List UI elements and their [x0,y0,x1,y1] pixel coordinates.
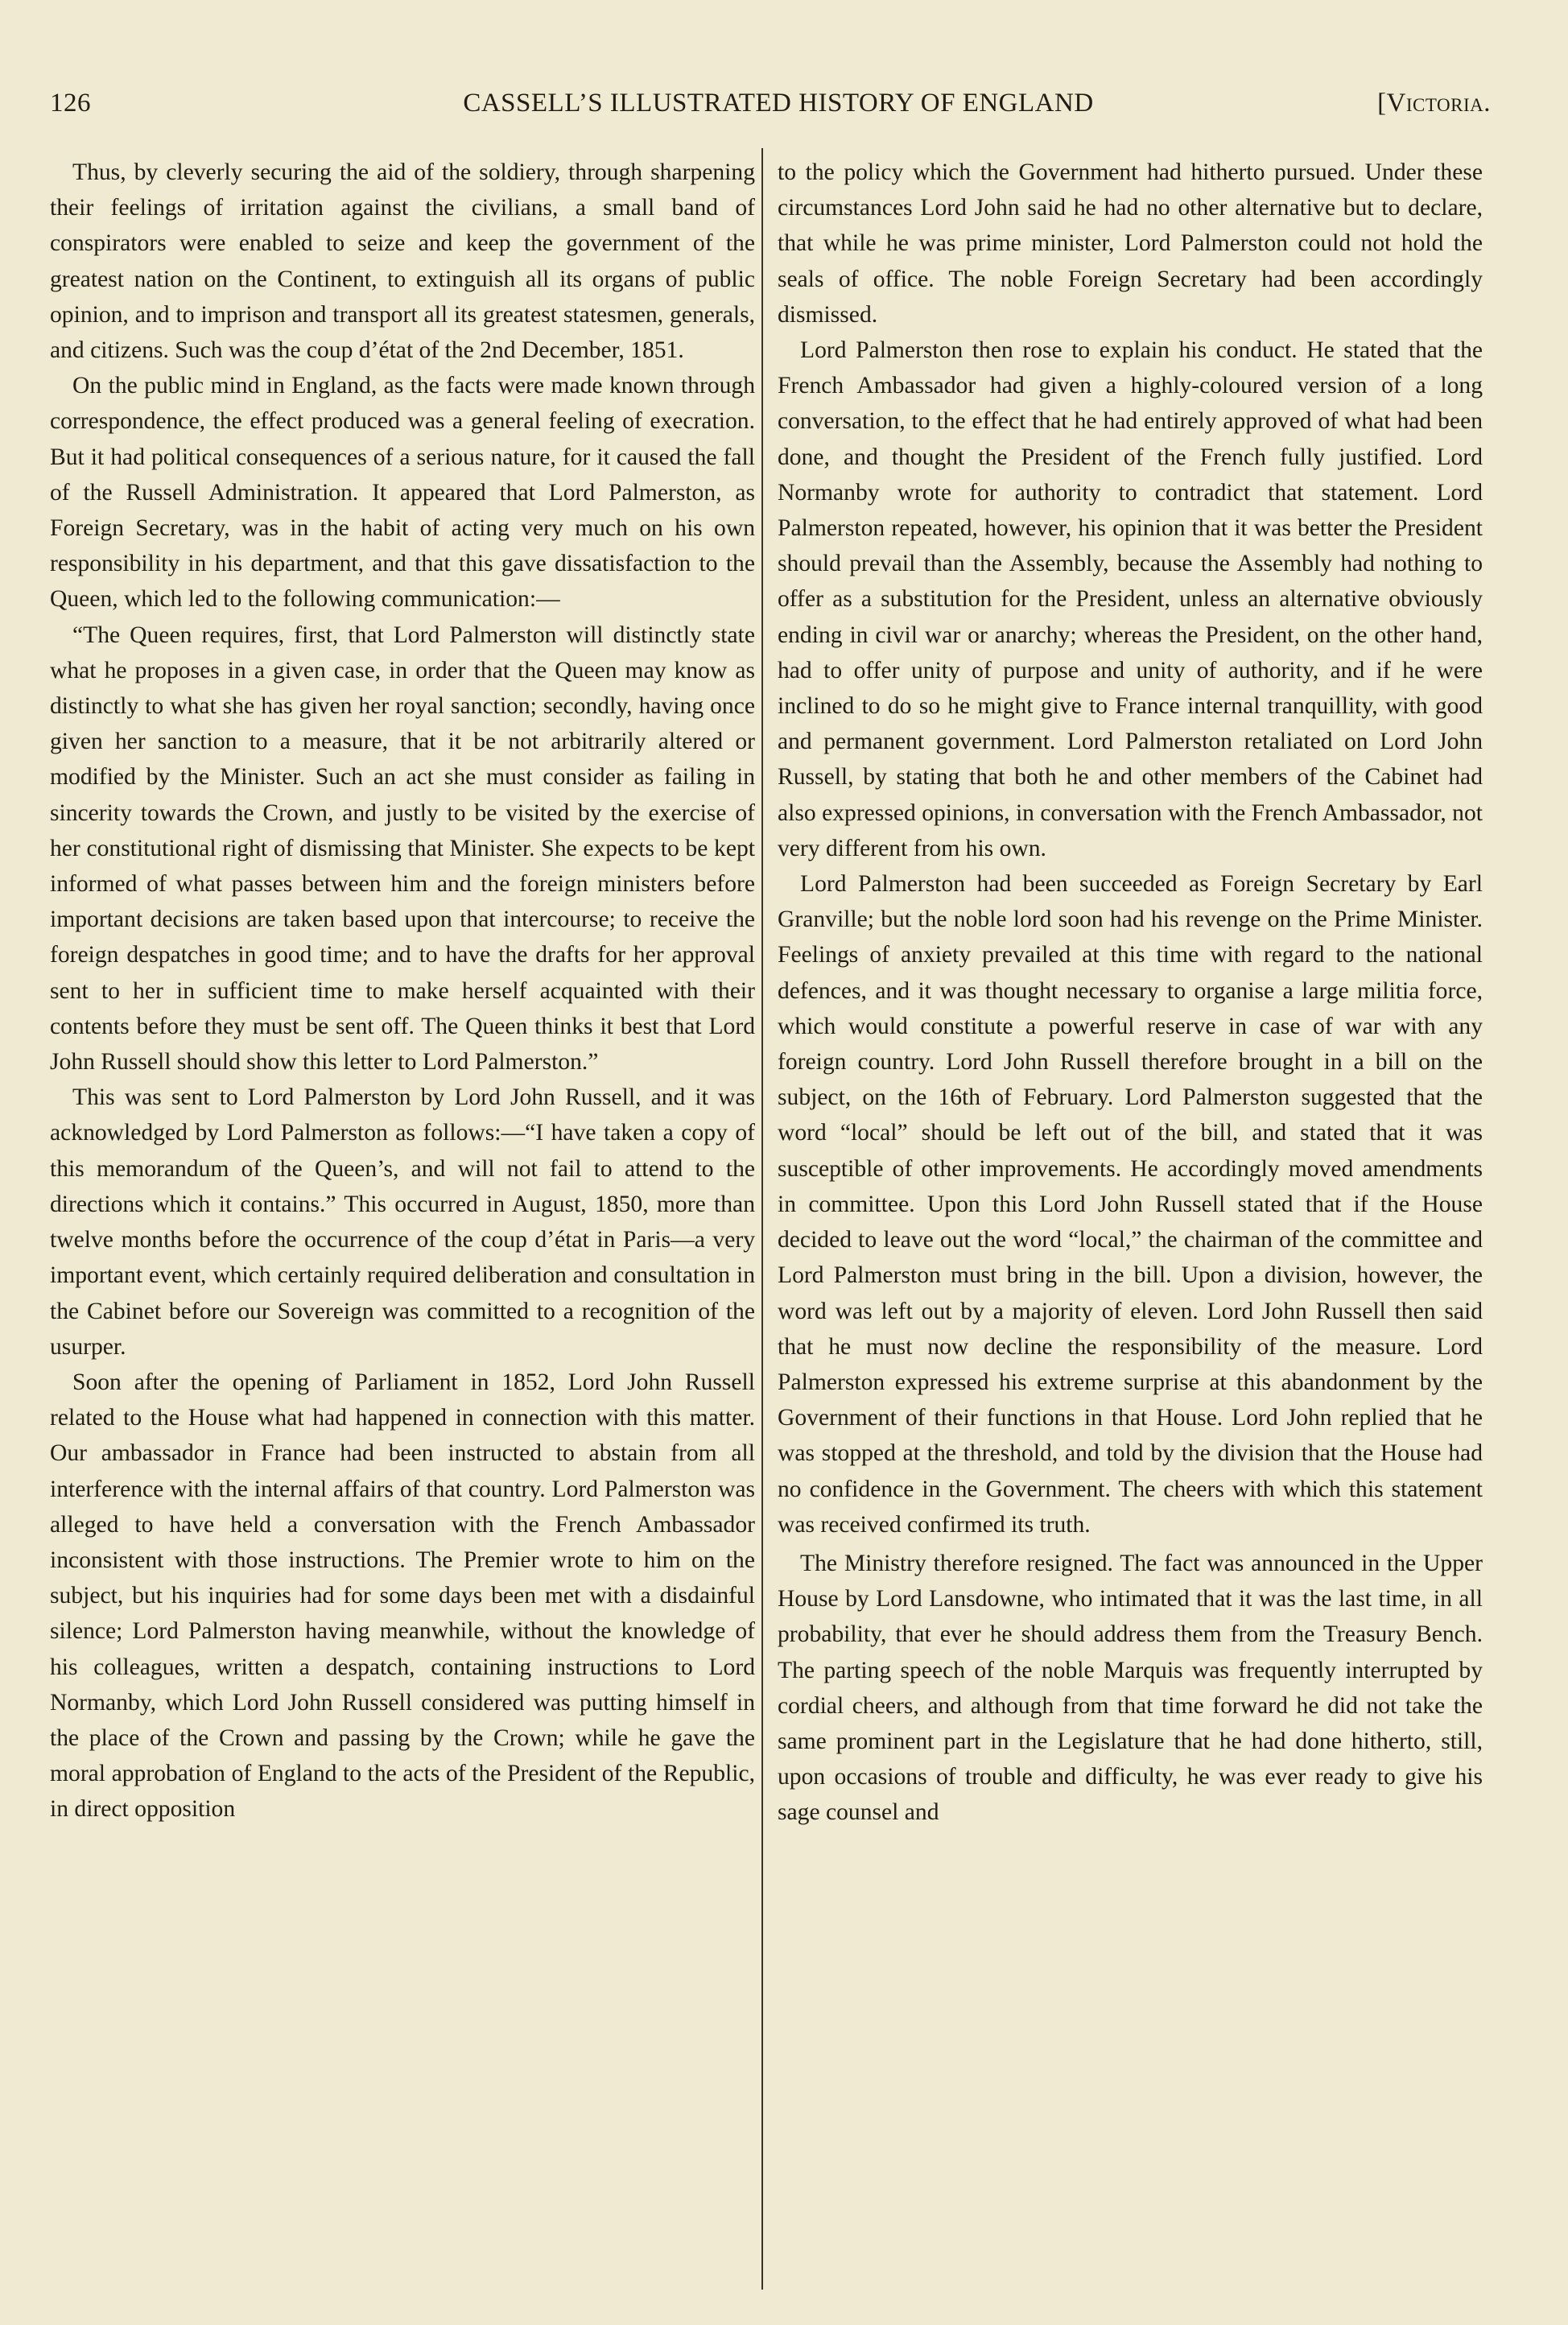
paragraph: Lord Palmerston then rose to explain his conduct. He stated that the French Ambassador had given a highly-coloured version of a long conversation, to the effect that he had entirely approved of what had been done, and thought the President of the French fully justified. Lord Normanby wrote for authority to contradict that statement. Lord Palmerston repeated, however, his opinion that it was better the President should prevail than the Assembly, because the Assembly had nothing to offer as a substitution for the President, unless an alternative obviously ending in civil war or anarchy; whereas the President, on the other hand, had to offer unity of purpose and unity of authority, and if he were inclined to do so he might give to France internal tranquillity, with good and permanent government. Lord Palmerston retaliated on Lord John Russell, by stating that both he and other members of the Cabinet had also expressed opinions, in conversation with the French Ambassador, not very different from his own. [778,337,1483,861]
left-column [50,155,755,2286]
section-label: [Victoria. [1377,89,1491,118]
right-column [778,155,1483,2286]
paragraph: Soon after the opening of Parliament in 1852, Lord John Russell related to the House what had happened in connection with this matter. Our ambassador in France had been instructed to abstain from all interference with the internal affairs of that country. Lord Palmerston was alleged to have held a conversation with the French Ambassador inconsistent with those instructions. The Premier wrote to him on the subject, but his inquiries had for some days been met with a disdainful silence; Lord Palmerston having meanwhile, without the knowledge of his colleagues, written a despatch, containing instructions to Lord Normanby, which Lord John Russell considered was putting himself in the place of the Crown and passing by the Crown; while he gave the moral approbation of England to the acts of the President of the Republic, in direct opposition [50,1369,755,1823]
paragraph: This was sent to Lord Palmerston by Lord John Russell, and it was acknowledged by Lord Palmerston as follows:—“I have taken a copy of this memorandum of the Queen’s, and will not fail to attend to the directions which it contains.” This occurred in August, 1850, more than twelve months before the occurrence of the coup d’état in Paris—a very important event, which certainly required deliberation and consultation in the Cabinet before our Sovereign was committed to a recognition of the usurper. [50,1084,755,1360]
paragraph: The Ministry therefore resigned. The fact was announced in the Upper House by Lord Lansdowne, who intimated that it was the last time, in all probability, that ever he should address them from the Treasury Bench. The parting speech of the noble Marquis was frequently interrupted by cordial cheers, and although from that time forward he did not take the same prominent part in the Legislature that he had done hitherto, still, upon occasions of trouble and difficulty, he was ever ready to give his sage counsel and [778,1550,1483,1826]
paragraph-continued: to the policy which the Government had hitherto pursued. Under these circumstances Lord John said he had no other alternative but to declare, that while he was prime minister, Lord Palmerston could not hold the seals of office. The noble Foreign Secretary had been accordingly dismissed. [778,159,1483,328]
paragraph: On the public mind in England, as the facts were made known through correspondence, the effect produced was a general feeling of execration. But it had political consequences of a serious nature, for it caused the fall of the Russell Administration. It appeared that Lord Palmerston, as Foreign Secretary, was in the habit of acting very much on his own responsibility in his department, and that this gave dissatisfaction to the Queen, which led to the following communication:— [50,373,755,613]
paragraph: Lord Palmerston had been succeeded as Foreign Secretary by Earl Granville; but the noble lord soon had his revenge on the Prime Minister. Feelings of anxiety prevailed at this time with regard to the national defences, and it was thought necessary to organise a large militia force, which would constitute a powerful reserve in case of war with any foreign country. Lord John Russell therefore brought in a bill on the subject, on the 16th of February. Lord Palmerston suggested that the word “local” should be left out of the bill, and stated that it was susceptible of other improvements. He accordingly moved amendments in committee. Upon this Lord John Russell stated that if the House decided to leave out the word “local,” the chairman of the committee and Lord Palmerston must bring in the bill. Upon a division, however, the word was left out by a majority of eleven. Lord John Russell then said that he must now decline the responsibility of the measure. Lord Palmerston expressed his extreme surprise at this abandonment by the Government of their functions in that House. Lord John replied that he was stopped at the threshold, and told by the division that the House had no confidence in the Government. The cheers with which this statement was received confirmed its truth. [778,871,1483,1538]
queen-memorandum-quote: “The Queen requires, first, that Lord Palmerston will distinctly state what he proposes in a given case, in order that the Queen may know as distinctly to what she has given her royal sanction; secondly, having once given her sanction to a measure, that it be not arbitrarily altered or modified by the Minister. Such an act she must consider as failing in sincerity towards the Crown, and justly to be visited by the exercise of her constitutional right of dismissing that Minister. She expects to be kept informed of what passes between him and the foreign ministers before important decisions are taken based upon that intercourse; to receive the foreign despatches in good time; and to have the drafts for her approval sent to her in sufficient time to make herself acquainted with their contents before they must be sent off. The Queen thinks it best that Lord John Russell should show this letter to Lord Palmerston.” [50,622,755,1076]
running-header [50,89,1491,124]
page-number: 126 [50,89,91,118]
column-divider [761,148,763,2290]
running-title: CASSELL’S ILLUSTRATED HISTORY OF ENGLAND [463,89,1094,118]
paragraph: Thus, by cleverly securing the aid of the soldiery, through sharpening their feelings of irritation against the civilians, a small band of conspirators were enabled to seize and keep the government of the greatest nation on the Continent, to extinguish all its organs of public opinion, and to imprison and transport all its greatest statesmen, generals, and citizens. Such was the coup d’état of the 2nd December, 1851. [50,159,755,364]
